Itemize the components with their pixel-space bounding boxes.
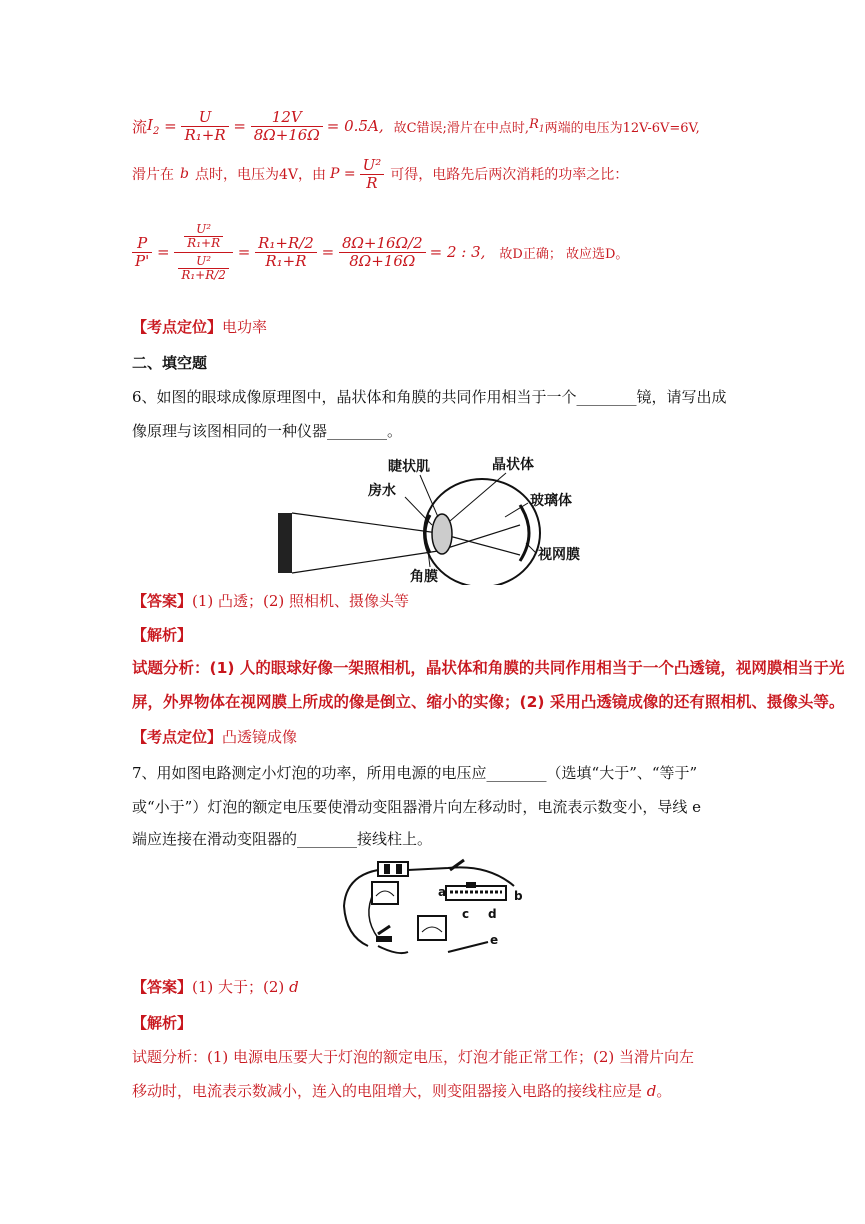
q7-analysis-bracket: 【解析】 bbox=[132, 1014, 193, 1032]
terminal-c: c bbox=[462, 907, 470, 921]
analysis-d: d bbox=[646, 1082, 657, 1100]
kaodian-bracket: 【考点定位】 bbox=[132, 728, 223, 746]
fraction-u-over-r: $\frac{U}{\text{R₁+R}}$ bbox=[181, 109, 228, 144]
solution-line-2 bbox=[132, 154, 628, 194]
q6-answer bbox=[132, 590, 409, 612]
object-tube bbox=[278, 513, 292, 573]
circuit-diagram bbox=[338, 856, 528, 968]
answer-text: (1) 凸透；(2) 照相机、摄像头等 bbox=[192, 592, 410, 610]
q6-kaodian bbox=[132, 726, 297, 748]
voltmeter bbox=[372, 882, 398, 904]
q7-answer bbox=[132, 976, 299, 998]
ammeter bbox=[418, 916, 446, 940]
section-heading: 二、填空题 bbox=[132, 354, 208, 372]
numerator-fraction: $\frac{\text{U²}}{\text{R₁+R}}$ bbox=[184, 223, 223, 250]
r1-symbol: $R_1$ bbox=[529, 117, 545, 135]
battery-cell bbox=[396, 864, 402, 874]
label-aqueous: 房水 bbox=[368, 483, 396, 499]
label-ciliary: 睫状肌 bbox=[388, 459, 430, 475]
question-6-line-1: 6、如图的眼球成像原理图中，晶状体和角膜的共同作用相当于一个________镜，请写出成 bbox=[132, 388, 727, 406]
question-7-line-1: 7、用如图电路测定小灯泡的功率，所用电源的电压应________（选填“大于”、“等于” bbox=[132, 764, 698, 782]
power-symbol: P = bbox=[330, 166, 356, 182]
current-symbol: $I_2$ bbox=[147, 115, 160, 137]
lamp-base bbox=[376, 936, 392, 942]
label-cornea: 角膜 bbox=[410, 569, 438, 585]
leader-lens bbox=[450, 473, 506, 521]
answer-text: (1) 大于；(2) bbox=[192, 978, 290, 996]
fraction-numeric-ratio: $\frac{8\Omega+16\Omega/2}{8\Omega+16\Omega}$ bbox=[339, 235, 426, 270]
answer-bracket: 【答案】 bbox=[132, 592, 193, 610]
eye-diagram bbox=[270, 455, 630, 585]
q7-analysis-line-2 bbox=[132, 1080, 671, 1102]
q6-analysis-line-2: 屏，外界物体在视网膜上所成的像是倒立、缩小的实像；(2) 采用凸透镜成像的还有照相机、摄像头等。 bbox=[132, 693, 845, 711]
compound-fraction bbox=[174, 221, 233, 284]
wire-bottom-left bbox=[378, 946, 408, 953]
wire-e bbox=[448, 942, 488, 952]
point-b: b bbox=[180, 166, 189, 182]
answer-d: d bbox=[289, 978, 299, 996]
question-6-line-2: 像原理与该图相同的一种仪器________。 bbox=[132, 422, 403, 440]
line2-text-a: 滑片在 bbox=[132, 167, 174, 183]
switch bbox=[450, 860, 464, 870]
fraction-12v: $\frac{12V}{8\Omega+16\Omega}$ bbox=[251, 109, 323, 144]
line1-suffix2: 两端的电压为12V-6V=6V, bbox=[544, 120, 700, 136]
denominator-fraction: $\frac{\text{U²}}{\text{R₁+R/2}}$ bbox=[178, 255, 229, 282]
q7-analysis-line-1: 试题分析：(1) 电源电压要大于灯泡的额定电压，灯泡才能正常工作；(2) 当滑片向左 bbox=[132, 1048, 695, 1066]
line1-suffix: 故C错误;滑片在中点时, bbox=[393, 120, 530, 136]
wire-end-e: e bbox=[490, 933, 499, 947]
rheostat-slider bbox=[466, 882, 476, 888]
power-ratio-line bbox=[132, 206, 628, 298]
ray-top bbox=[292, 513, 438, 533]
battery-cell bbox=[384, 864, 390, 874]
label-retina: 视网膜 bbox=[538, 547, 580, 563]
analysis-end: 。 bbox=[656, 1082, 672, 1100]
fraction-u2-over-r: $\frac{\text{U²}}{R}$ bbox=[360, 157, 385, 192]
ratio-conclusion: 故D正确； 故应选D。 bbox=[499, 246, 629, 262]
kaodian-text: 电功率 bbox=[222, 318, 268, 336]
equals-sign: = bbox=[316, 243, 339, 261]
equals-sign: = bbox=[152, 243, 175, 261]
line1-prefix: 流 bbox=[132, 117, 148, 136]
kaodian-bracket: 【考点定位】 bbox=[132, 318, 223, 336]
kaodian-text: 凸透镜成像 bbox=[222, 728, 298, 746]
kaodian-1 bbox=[132, 316, 267, 338]
answer-bracket: 【答案】 bbox=[132, 978, 193, 996]
ratio-result: = 2 : 3, bbox=[429, 243, 486, 261]
line2-text-b: 点时，电压为4V，由 bbox=[194, 167, 326, 183]
equals-sign: = bbox=[232, 243, 256, 261]
question-7-line-3: 端应连接在滑动变阻器的________接线柱上。 bbox=[132, 830, 433, 848]
label-vitreous: 玻璃体 bbox=[530, 493, 572, 509]
fraction-resistance-ratio: $\frac{\text{R₁+R/2}}{\text{R₁+R}}$ bbox=[255, 235, 317, 270]
question-7-line-2: 或“小于”）灯泡的额定电压要使滑动变阻器滑片向左移动时，电流表示数变小，导线 e bbox=[132, 798, 701, 816]
terminal-d: d bbox=[488, 907, 497, 921]
current-result: = 0.5A, bbox=[326, 117, 384, 135]
battery bbox=[378, 862, 408, 876]
line2-text-c: 可得，电路先后两次消耗的功率之比： bbox=[390, 167, 629, 183]
retina-curve bbox=[520, 505, 529, 561]
wire-top bbox=[408, 867, 514, 886]
equals-sign: = bbox=[159, 117, 182, 135]
terminal-a: a bbox=[438, 885, 447, 899]
lens-shape bbox=[432, 514, 452, 554]
solution-line-1 bbox=[132, 108, 700, 144]
q6-analysis-bracket: 【解析】 bbox=[132, 626, 193, 644]
label-lens: 晶状体 bbox=[492, 457, 534, 473]
terminal-b: b bbox=[514, 889, 523, 903]
lamp bbox=[378, 926, 390, 934]
q6-analysis-line-1: 试题分析：(1) 人的眼球好像一架照相机，晶状体和角膜的共同作用相当于一个凸透镜，视网膜相当于光 bbox=[132, 659, 845, 677]
equals-sign: = bbox=[228, 117, 251, 135]
fraction-p-over-pprime: $\frac{P}{P'}$ bbox=[132, 235, 152, 270]
analysis-text: 移动时，电流表示数减小，连入的电阻增大，则变阻器接入电路的接线柱应是 bbox=[132, 1082, 647, 1100]
